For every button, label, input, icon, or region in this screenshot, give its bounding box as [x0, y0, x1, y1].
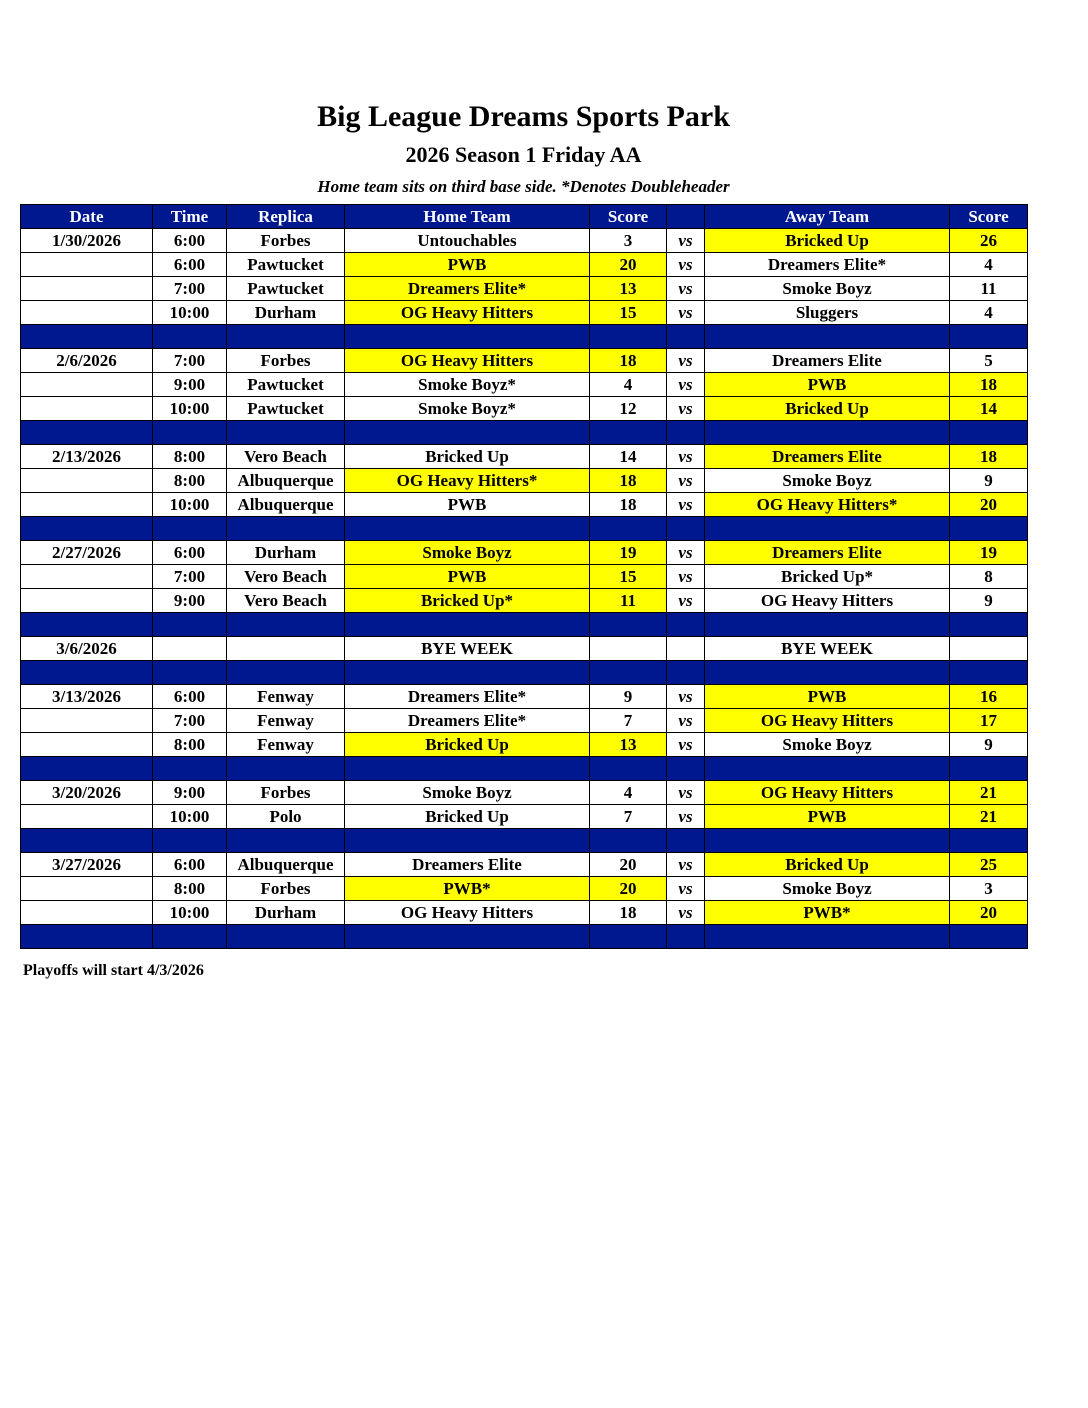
- game-time: 6:00: [153, 253, 227, 277]
- away-score: 19: [950, 541, 1028, 565]
- game-time: 9:00: [153, 373, 227, 397]
- game-date: [21, 469, 153, 493]
- game-date: [21, 277, 153, 301]
- home-team: Smoke Boyz*: [345, 397, 590, 421]
- vs-label: vs: [667, 373, 705, 397]
- game-date: [21, 901, 153, 925]
- game-row: [21, 349, 1028, 373]
- separator-cell: [21, 421, 153, 445]
- away-team: OG Heavy Hitters*: [705, 493, 950, 517]
- week-separator-row: [21, 661, 1028, 685]
- game-row: [21, 445, 1028, 469]
- home-score: [590, 637, 667, 661]
- home-score: 11: [590, 589, 667, 613]
- game-field: Fenway: [227, 709, 345, 733]
- home-team: Smoke Boyz*: [345, 373, 590, 397]
- separator-cell: [950, 325, 1028, 349]
- separator-cell: [667, 613, 705, 637]
- separator-cell: [345, 421, 590, 445]
- doubleheader-note: Home team sits on third base side. *Denotes Doubleheader: [317, 177, 730, 196]
- game-field: Fenway: [227, 685, 345, 709]
- separator-cell: [153, 421, 227, 445]
- game-time: 8:00: [153, 733, 227, 757]
- separator-cell: [345, 613, 590, 637]
- game-field: Forbes: [227, 781, 345, 805]
- separator-cell: [153, 757, 227, 781]
- separator-cell: [153, 517, 227, 541]
- separator-cell: [950, 517, 1028, 541]
- vs-label: vs: [667, 589, 705, 613]
- game-row: [21, 877, 1028, 901]
- separator-cell: [21, 325, 153, 349]
- away-team: Bricked Up: [705, 229, 950, 253]
- away-team: PWB: [705, 373, 950, 397]
- game-date: 1/30/2026: [21, 229, 153, 253]
- game-field: Polo: [227, 805, 345, 829]
- separator-cell: [21, 517, 153, 541]
- game-field: Vero Beach: [227, 589, 345, 613]
- week-separator-row: [21, 829, 1028, 853]
- home-score: 18: [590, 493, 667, 517]
- away-score: 16: [950, 685, 1028, 709]
- home-score: 20: [590, 877, 667, 901]
- away-score: 25: [950, 853, 1028, 877]
- home-team: PWB: [345, 253, 590, 277]
- game-time: 7:00: [153, 277, 227, 301]
- away-score: [950, 637, 1028, 661]
- separator-cell: [590, 757, 667, 781]
- away-team: PWB: [705, 685, 950, 709]
- vs-label: vs: [667, 733, 705, 757]
- game-date: 2/13/2026: [21, 445, 153, 469]
- vs-label: vs: [667, 469, 705, 493]
- home-score: 13: [590, 277, 667, 301]
- week-separator-row: [21, 757, 1028, 781]
- separator-cell: [667, 325, 705, 349]
- home-score: 15: [590, 301, 667, 325]
- vs-label: vs: [667, 277, 705, 301]
- away-score: 20: [950, 493, 1028, 517]
- separator-cell: [667, 757, 705, 781]
- col-header-time: Time: [153, 205, 227, 229]
- vs-label: vs: [667, 229, 705, 253]
- separator-cell: [153, 613, 227, 637]
- separator-cell: [21, 829, 153, 853]
- home-team: BYE WEEK: [345, 637, 590, 661]
- page-title: Big League Dreams Sports Park: [317, 100, 730, 133]
- home-team: PWB: [345, 493, 590, 517]
- separator-cell: [705, 925, 950, 949]
- home-team: OG Heavy Hitters: [345, 349, 590, 373]
- separator-cell: [667, 661, 705, 685]
- separator-cell: [705, 325, 950, 349]
- separator-cell: [705, 613, 950, 637]
- separator-cell: [667, 829, 705, 853]
- away-score: 5: [950, 349, 1028, 373]
- game-row: [21, 589, 1028, 613]
- away-team: Bricked Up*: [705, 565, 950, 589]
- col-header-away-team: Away Team: [705, 205, 950, 229]
- away-score: 18: [950, 445, 1028, 469]
- away-team: Smoke Boyz: [705, 877, 950, 901]
- game-time: 10:00: [153, 397, 227, 421]
- game-field: Forbes: [227, 877, 345, 901]
- col-header-home-score: Score: [590, 205, 667, 229]
- separator-cell: [153, 829, 227, 853]
- vs-label: vs: [667, 709, 705, 733]
- separator-cell: [705, 829, 950, 853]
- game-field: Albuquerque: [227, 493, 345, 517]
- game-date: [21, 397, 153, 421]
- separator-cell: [345, 517, 590, 541]
- separator-cell: [227, 421, 345, 445]
- away-team: Dreamers Elite: [705, 541, 950, 565]
- game-field: Albuquerque: [227, 853, 345, 877]
- away-team: Dreamers Elite*: [705, 253, 950, 277]
- separator-cell: [950, 613, 1028, 637]
- vs-label: vs: [667, 397, 705, 421]
- away-team: PWB: [705, 805, 950, 829]
- game-field: Pawtucket: [227, 253, 345, 277]
- home-score: 19: [590, 541, 667, 565]
- schedule-table: [20, 204, 1028, 949]
- vs-label: vs: [667, 493, 705, 517]
- home-team: Dreamers Elite*: [345, 685, 590, 709]
- separator-cell: [345, 661, 590, 685]
- game-row: [21, 709, 1028, 733]
- separator-cell: [667, 421, 705, 445]
- separator-cell: [227, 757, 345, 781]
- home-team: OG Heavy Hitters: [345, 301, 590, 325]
- game-field: Durham: [227, 301, 345, 325]
- vs-label: vs: [667, 901, 705, 925]
- away-score: 11: [950, 277, 1028, 301]
- game-row: [21, 541, 1028, 565]
- game-field: Pawtucket: [227, 397, 345, 421]
- separator-cell: [227, 829, 345, 853]
- vs-label: [667, 637, 705, 661]
- away-team: Smoke Boyz: [705, 733, 950, 757]
- away-score: 8: [950, 565, 1028, 589]
- game-row: [21, 901, 1028, 925]
- away-team: OG Heavy Hitters: [705, 589, 950, 613]
- game-field: Vero Beach: [227, 445, 345, 469]
- vs-label: vs: [667, 805, 705, 829]
- col-header-home-team: Home Team: [345, 205, 590, 229]
- home-score: 4: [590, 373, 667, 397]
- game-date: 3/20/2026: [21, 781, 153, 805]
- game-date: [21, 493, 153, 517]
- separator-cell: [345, 757, 590, 781]
- separator-cell: [705, 517, 950, 541]
- separator-cell: [227, 925, 345, 949]
- game-field: Durham: [227, 901, 345, 925]
- separator-cell: [345, 325, 590, 349]
- home-score: 14: [590, 445, 667, 469]
- game-row: [21, 301, 1028, 325]
- away-team: OG Heavy Hitters: [705, 709, 950, 733]
- home-team: Dreamers Elite*: [345, 709, 590, 733]
- away-team: Dreamers Elite: [705, 349, 950, 373]
- game-time: 10:00: [153, 493, 227, 517]
- col-header-replica: Replica: [227, 205, 345, 229]
- game-date: [21, 805, 153, 829]
- separator-cell: [590, 829, 667, 853]
- separator-cell: [705, 757, 950, 781]
- game-field: Pawtucket: [227, 277, 345, 301]
- game-row: [21, 493, 1028, 517]
- game-row: [21, 397, 1028, 421]
- separator-cell: [21, 613, 153, 637]
- separator-cell: [705, 661, 950, 685]
- game-date: 2/6/2026: [21, 349, 153, 373]
- game-time: 6:00: [153, 541, 227, 565]
- game-date: 2/27/2026: [21, 541, 153, 565]
- away-team: Sluggers: [705, 301, 950, 325]
- separator-cell: [227, 661, 345, 685]
- vs-label: vs: [667, 301, 705, 325]
- separator-cell: [950, 757, 1028, 781]
- vs-label: vs: [667, 541, 705, 565]
- game-time: 8:00: [153, 469, 227, 493]
- separator-cell: [345, 925, 590, 949]
- separator-cell: [590, 325, 667, 349]
- week-separator-row: [21, 925, 1028, 949]
- home-score: 18: [590, 349, 667, 373]
- away-team: OG Heavy Hitters: [705, 781, 950, 805]
- away-score: 3: [950, 877, 1028, 901]
- home-team: Untouchables: [345, 229, 590, 253]
- game-date: [21, 589, 153, 613]
- vs-label: vs: [667, 349, 705, 373]
- home-score: 20: [590, 853, 667, 877]
- game-date: [21, 877, 153, 901]
- separator-cell: [21, 661, 153, 685]
- game-time: 10:00: [153, 805, 227, 829]
- game-field: [227, 637, 345, 661]
- vs-label: vs: [667, 445, 705, 469]
- away-team: Bricked Up: [705, 397, 950, 421]
- away-team: PWB*: [705, 901, 950, 925]
- separator-cell: [950, 421, 1028, 445]
- home-team: OG Heavy Hitters: [345, 901, 590, 925]
- page-subtitle: 2026 Season 1 Friday AA: [405, 142, 642, 167]
- separator-cell: [590, 661, 667, 685]
- home-score: 15: [590, 565, 667, 589]
- vs-label: vs: [667, 565, 705, 589]
- game-field: Fenway: [227, 733, 345, 757]
- separator-cell: [590, 925, 667, 949]
- home-score: 7: [590, 709, 667, 733]
- game-date: 3/13/2026: [21, 685, 153, 709]
- table-header-row: [21, 205, 1028, 229]
- game-row: [21, 733, 1028, 757]
- game-time: [153, 637, 227, 661]
- game-date: [21, 253, 153, 277]
- vs-label: vs: [667, 685, 705, 709]
- separator-cell: [21, 757, 153, 781]
- game-date: 3/27/2026: [21, 853, 153, 877]
- game-date: [21, 733, 153, 757]
- game-field: Pawtucket: [227, 373, 345, 397]
- game-row: [21, 853, 1028, 877]
- separator-cell: [345, 829, 590, 853]
- week-separator-row: [21, 613, 1028, 637]
- home-team: PWB: [345, 565, 590, 589]
- away-team: Bricked Up: [705, 853, 950, 877]
- game-time: 8:00: [153, 445, 227, 469]
- game-row: [21, 565, 1028, 589]
- game-field: Durham: [227, 541, 345, 565]
- home-score: 4: [590, 781, 667, 805]
- schedule-body: [21, 229, 1028, 949]
- home-score: 9: [590, 685, 667, 709]
- home-team: PWB*: [345, 877, 590, 901]
- separator-cell: [227, 613, 345, 637]
- game-time: 7:00: [153, 349, 227, 373]
- separator-cell: [153, 661, 227, 685]
- home-score: 18: [590, 469, 667, 493]
- home-team: Dreamers Elite*: [345, 277, 590, 301]
- away-score: 9: [950, 733, 1028, 757]
- game-field: Forbes: [227, 229, 345, 253]
- game-time: 9:00: [153, 589, 227, 613]
- game-time: 6:00: [153, 853, 227, 877]
- playoffs-note: Playoffs will start 4/3/2026: [23, 962, 204, 979]
- away-score: 21: [950, 781, 1028, 805]
- game-row: [21, 637, 1028, 661]
- away-score: 17: [950, 709, 1028, 733]
- game-time: 9:00: [153, 781, 227, 805]
- away-team: Smoke Boyz: [705, 277, 950, 301]
- home-score: 7: [590, 805, 667, 829]
- away-score: 21: [950, 805, 1028, 829]
- week-separator-row: [21, 517, 1028, 541]
- home-team: Bricked Up*: [345, 589, 590, 613]
- home-team: Bricked Up: [345, 805, 590, 829]
- away-team: Dreamers Elite: [705, 445, 950, 469]
- game-field: Albuquerque: [227, 469, 345, 493]
- vs-label: vs: [667, 781, 705, 805]
- game-row: [21, 781, 1028, 805]
- separator-cell: [227, 517, 345, 541]
- separator-cell: [227, 325, 345, 349]
- vs-label: vs: [667, 253, 705, 277]
- game-date: [21, 709, 153, 733]
- col-header-away-score: Score: [950, 205, 1028, 229]
- separator-cell: [950, 661, 1028, 685]
- game-row: [21, 277, 1028, 301]
- away-score: 14: [950, 397, 1028, 421]
- game-date: [21, 301, 153, 325]
- week-separator-row: [21, 325, 1028, 349]
- home-score: 3: [590, 229, 667, 253]
- game-row: [21, 229, 1028, 253]
- separator-cell: [590, 517, 667, 541]
- away-team: BYE WEEK: [705, 637, 950, 661]
- game-time: 7:00: [153, 565, 227, 589]
- separator-cell: [950, 925, 1028, 949]
- game-date: [21, 565, 153, 589]
- separator-cell: [153, 925, 227, 949]
- game-row: [21, 805, 1028, 829]
- separator-cell: [667, 925, 705, 949]
- game-field: Forbes: [227, 349, 345, 373]
- game-time: 6:00: [153, 229, 227, 253]
- home-score: 20: [590, 253, 667, 277]
- game-time: 7:00: [153, 709, 227, 733]
- separator-cell: [590, 613, 667, 637]
- separator-cell: [705, 421, 950, 445]
- home-team: Bricked Up: [345, 445, 590, 469]
- away-score: 4: [950, 253, 1028, 277]
- col-header-vs: [667, 205, 705, 229]
- home-score: 13: [590, 733, 667, 757]
- separator-cell: [153, 325, 227, 349]
- game-date: [21, 373, 153, 397]
- separator-cell: [21, 925, 153, 949]
- away-score: 9: [950, 589, 1028, 613]
- separator-cell: [590, 421, 667, 445]
- game-row: [21, 253, 1028, 277]
- game-time: 6:00: [153, 685, 227, 709]
- home-score: 18: [590, 901, 667, 925]
- game-time: 10:00: [153, 901, 227, 925]
- away-score: 4: [950, 301, 1028, 325]
- game-time: 8:00: [153, 877, 227, 901]
- away-score: 20: [950, 901, 1028, 925]
- separator-cell: [667, 517, 705, 541]
- game-row: [21, 469, 1028, 493]
- game-row: [21, 373, 1028, 397]
- home-score: 12: [590, 397, 667, 421]
- col-header-date: Date: [21, 205, 153, 229]
- vs-label: vs: [667, 853, 705, 877]
- vs-label: vs: [667, 877, 705, 901]
- away-score: 9: [950, 469, 1028, 493]
- game-field: Vero Beach: [227, 565, 345, 589]
- away-team: Smoke Boyz: [705, 469, 950, 493]
- home-team: Dreamers Elite: [345, 853, 590, 877]
- home-team: Smoke Boyz: [345, 541, 590, 565]
- game-date: 3/6/2026: [21, 637, 153, 661]
- game-row: [21, 685, 1028, 709]
- away-score: 26: [950, 229, 1028, 253]
- home-team: Bricked Up: [345, 733, 590, 757]
- game-time: 10:00: [153, 301, 227, 325]
- home-team: Smoke Boyz: [345, 781, 590, 805]
- away-score: 18: [950, 373, 1028, 397]
- home-team: OG Heavy Hitters*: [345, 469, 590, 493]
- separator-cell: [950, 829, 1028, 853]
- week-separator-row: [21, 421, 1028, 445]
